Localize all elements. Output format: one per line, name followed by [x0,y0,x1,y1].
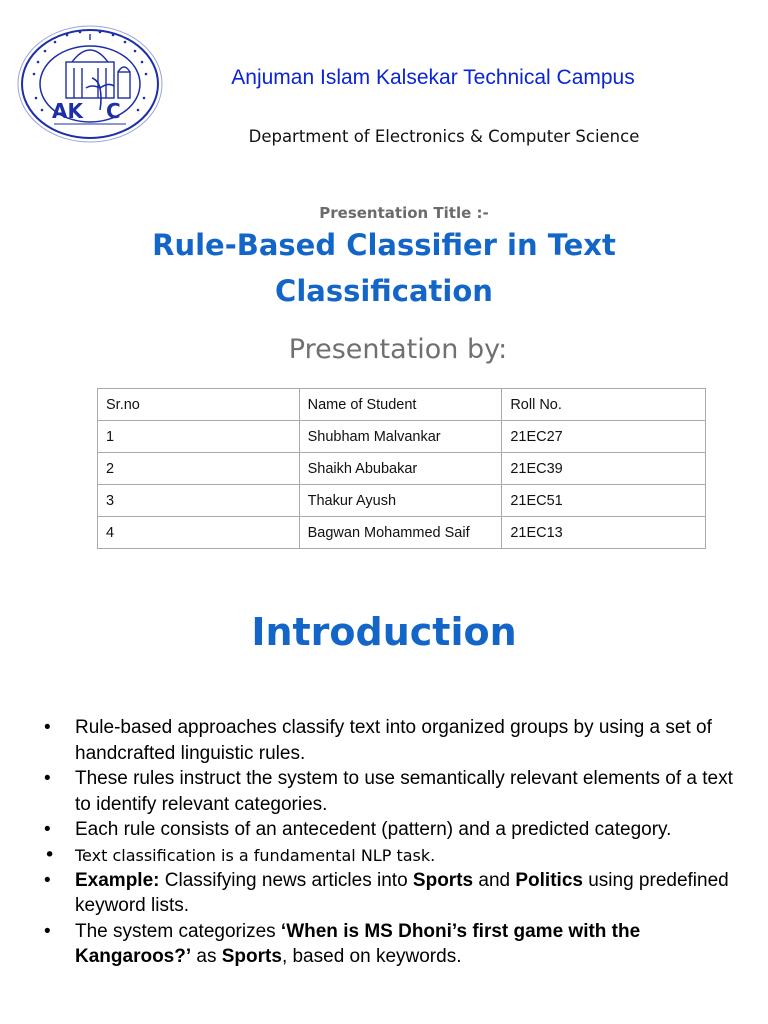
students-table [97,388,706,549]
table-row [98,485,706,517]
table-cell: 3 [98,485,300,517]
table-cell: Bagwan Mohammed Saif [299,517,502,549]
table-cell: 21EC51 [502,485,706,517]
list-item [44,766,734,817]
bullet-text: Classifying news articles into [159,869,413,891]
bullet-text: Each rule consists of an antecedent (pattern) and a predicted category. [75,819,672,840]
bullet-text: , based on keywords. [281,946,462,967]
bullet-icon: • [44,843,56,866]
table-cell: 1 [98,421,300,453]
list-item [44,715,734,766]
list-item [44,843,734,868]
department-name: Department of Electronics & Computer Science [248,127,640,146]
bullet-text: These rules instruct the system to use semantically relevant elements of a text to identify relevant categories. [75,768,733,815]
bullet-icon: • [44,768,51,789]
bullet-text: as [191,946,222,967]
title-line-1: Rule-Based Classifier in Text [152,228,616,262]
table-header-cell: Roll No. [502,389,706,421]
aiktc-logo-icon [14,22,166,146]
table-cell: Shubham Malvankar [299,421,502,453]
list-item [44,868,734,919]
table-header-row [98,389,706,421]
campus-name: Anjuman Islam Kalsekar Technical Campus [231,66,635,89]
category-sports: Sports [221,946,282,967]
table-header-cell: Name of Student [299,389,502,421]
bullet-text: Rule-based approaches classify text into organized groups by using a set of handcrafted linguistic rules. [75,717,712,764]
bullet-icon: • [44,869,51,891]
introduction-heading: Introduction [251,610,517,654]
bullet-icon: • [44,819,51,840]
presentation-title [60,222,708,314]
bullet-text: Text classification is a fundamental NLP task. [75,845,436,865]
table-cell: 21EC39 [502,453,706,485]
introduction-bullet-list [44,715,734,970]
table-cell: 2 [98,453,300,485]
bullet-icon: • [44,920,51,942]
svg-text:AK: AK [52,99,83,123]
list-item [44,817,734,843]
presentation-by-label: Presentation by: [288,334,508,365]
example-label: Example: [75,869,160,891]
example-query: ‘When is MS Dhoni’s first game with the Kangaroos?’ [75,920,641,967]
category-sports: Sports [412,869,474,891]
table-header-cell: Sr.no [98,389,300,421]
table-row [98,421,706,453]
title-line-2: Classification [275,274,493,308]
category-politics: Politics [515,869,583,891]
table-cell: 21EC13 [502,517,706,549]
bullet-text: using predefined keyword lists. [75,869,729,916]
table-cell: 4 [98,517,300,549]
table-row [98,517,706,549]
list-item [44,919,734,970]
bullet-text: The system categorizes [75,920,281,942]
bullet-text: and [473,869,516,891]
table-row [98,453,706,485]
bullet-icon: • [44,717,51,738]
table-cell: Thakur Ayush [299,485,502,517]
presentation-title-label: Presentation Title :- [319,204,489,222]
svg-text:C: C [106,99,121,123]
table-cell: Shaikh Abubakar [299,453,502,485]
table-cell: 21EC27 [502,421,706,453]
